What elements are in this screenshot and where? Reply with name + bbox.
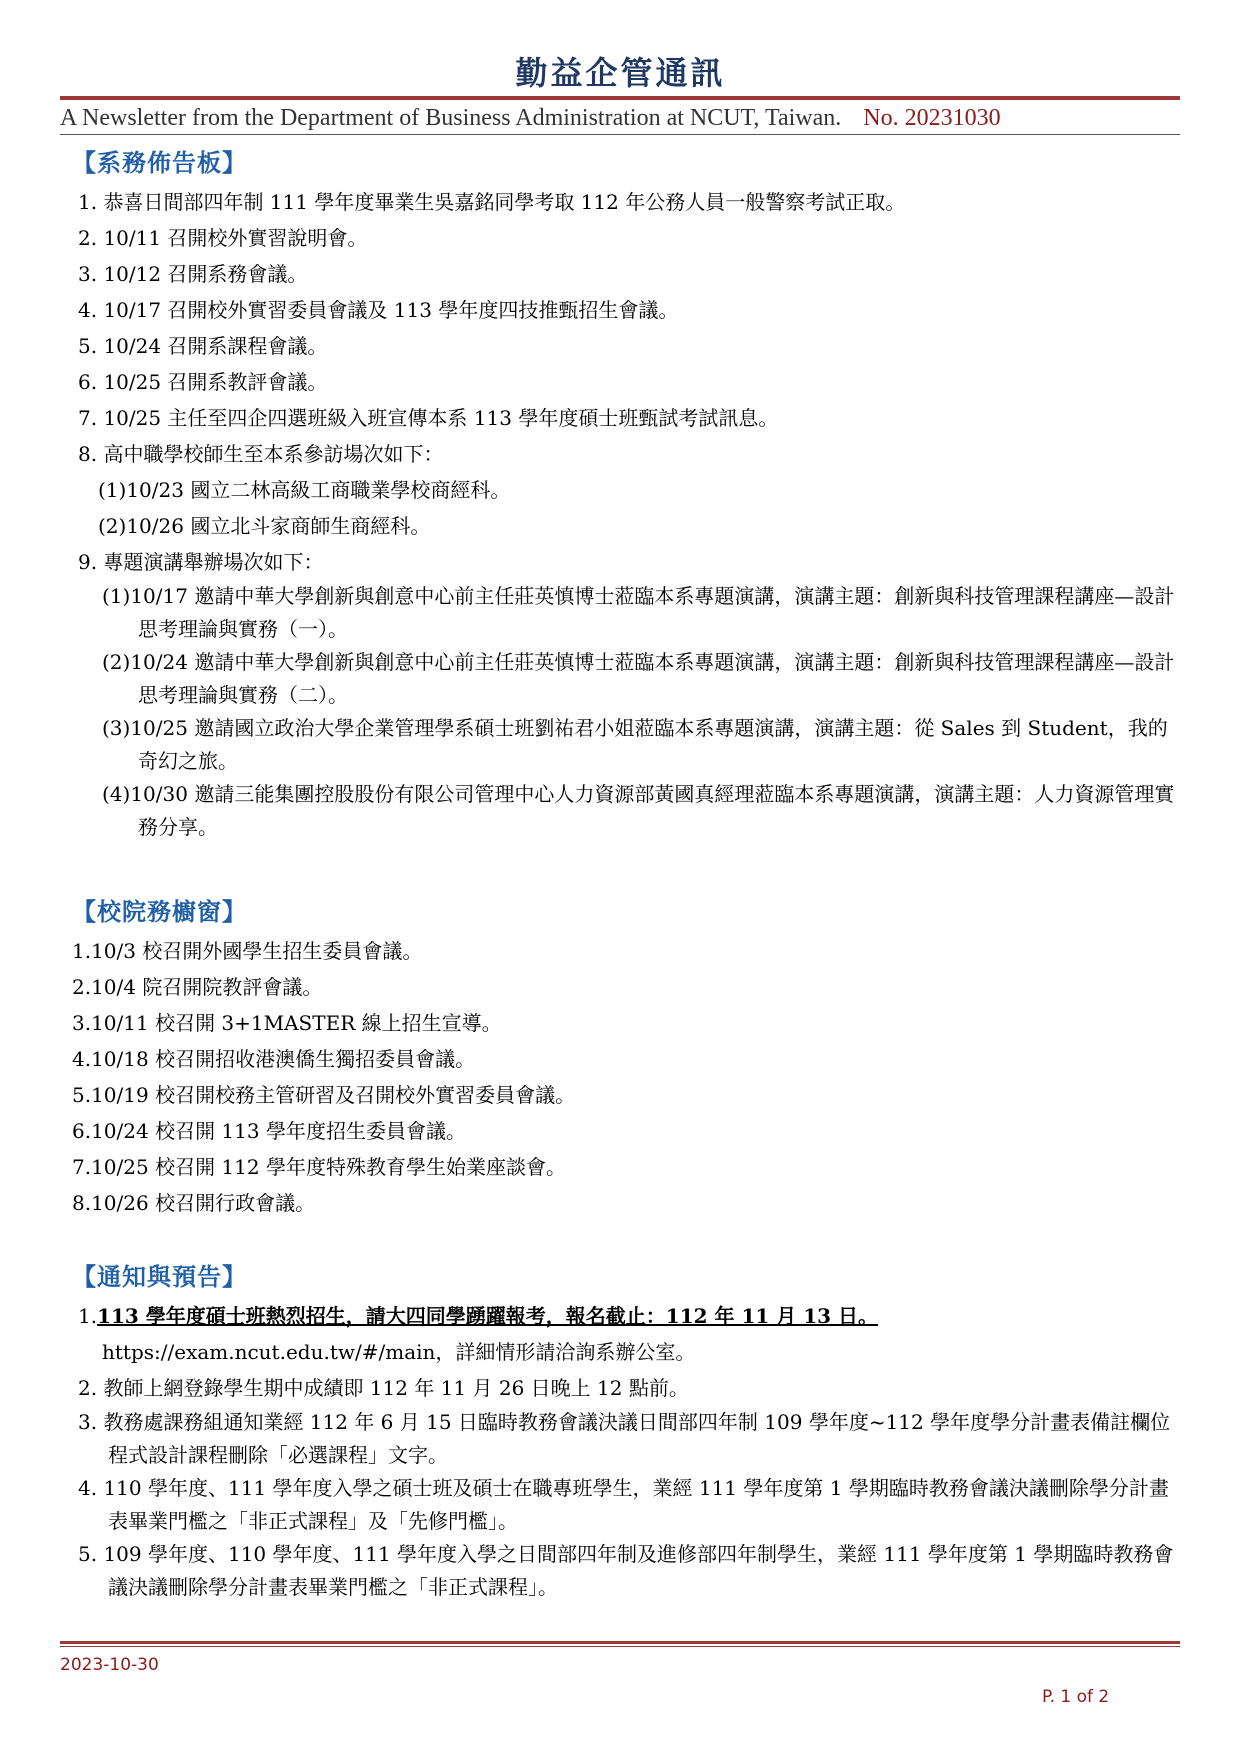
list-item: 2. 10/11 召開校外實習說明會。 xyxy=(78,226,368,250)
subtitle-rule xyxy=(60,134,1180,135)
list-item: 2.10/4 院召開院教評會議。 xyxy=(72,975,323,999)
list-item: 2. 教師上網登錄學生期中成績即 112 年 11 月 26 日晚上 12 點前。 xyxy=(78,1376,689,1400)
list-subitem: (1)10/17 邀請中華大學創新與創意中心前主任莊英慎博士蒞臨本系專題演講，演講主題：創新與科技管理課程講座—設計思考理論與實務（一）。 xyxy=(102,584,1175,641)
list-item: 3. 教務處課務組通知業經 112 年 6 月 15 日臨時教務會議決議日間部四年制 109 學年度~112 學年度學分計畫表備註欄位程式設計課程刪除「必選課程」文字。 xyxy=(78,1410,1171,1467)
list-subitem: (1)10/23 國立二林高級工商職業學校商經科。 xyxy=(98,478,511,502)
newsletter-title: 勤益企管通訊 xyxy=(515,54,726,92)
subtitle-text: A Newsletter from the Department of Business Administration at NCUT, Taiwan. xyxy=(60,105,842,131)
list-item: 8.10/26 校召開行政會議。 xyxy=(72,1191,316,1215)
page-number: P. 1 of 2 xyxy=(1042,1687,1110,1707)
section-title: 【系務佈告板】 xyxy=(72,148,247,177)
list-subitem: (3)10/25 邀請國立政治大學企業管理學系碩士班劉祐君小姐蒞臨本系專題演講，演講主題：從 Sales 到 Student，我的奇幻之旅。 xyxy=(102,716,1168,773)
list-item: 5. 109 學年度、110 學年度、111 學年度入學之日間部四年制及進修部四年制學生，業經 111 學年度第 1 學期臨時教務會議決議刪除學分計畫表畢業門檻之「非正式課程」。 xyxy=(78,1542,1174,1599)
list-item: 8. 高中職學校師生至本系參訪場次如下： xyxy=(78,442,444,466)
section-campus-news xyxy=(72,892,1182,1221)
issue-number: No. 20231030 xyxy=(863,105,1001,131)
list-subitem: (4)10/30 邀請三能集團控股股份有限公司管理中心人力資源部黃國真經理蒞臨本系專題演講，演講主題：人力資源管理實務分享。 xyxy=(102,782,1175,839)
header-rule xyxy=(60,96,1180,100)
section-title: 【通知與預告】 xyxy=(72,1262,247,1291)
section-notices xyxy=(72,1257,1182,1604)
list-item: 6. 10/25 召開系教評會議。 xyxy=(78,370,328,394)
section-title: 【校院務櫥窗】 xyxy=(72,897,247,926)
list-item: 4. 10/17 召開校外實習委員會議及 113 學年度四技推甄招生會議。 xyxy=(78,298,679,322)
list-item: 6.10/24 校召開 113 學年度招生委員會議。 xyxy=(72,1119,466,1143)
list-item: 5.10/19 校召開校務主管研習及召開校外實習委員會議。 xyxy=(72,1083,576,1107)
list-subitem: (2)10/24 邀請中華大學創新與創意中心前主任莊英慎博士蒞臨本系專題演講，演講主題：創新與科技管理課程講座—設計思考理論與實務（二）。 xyxy=(102,650,1175,707)
footer-rule xyxy=(60,1641,1180,1644)
list-item: 4.10/18 校召開招收港澳僑生獨招委員會議。 xyxy=(72,1047,476,1071)
list-item xyxy=(72,1298,1182,1334)
item-number: 1. xyxy=(78,1304,98,1328)
footer-date: 2023-10-30 xyxy=(60,1655,159,1675)
list-item: 1.10/3 校召開外國學生招生委員會議。 xyxy=(72,939,423,963)
section-department-bulletin xyxy=(72,143,1182,844)
list-item: 5. 10/24 召開系課程會議。 xyxy=(78,334,328,358)
list-item: 7. 10/25 主任至四企四選班級入班宣傳本系 113 學年度碩士班甄試考試訊息。 xyxy=(78,406,779,430)
list-item: 9. 專題演講舉辦場次如下： xyxy=(78,550,324,574)
list-subitem: (2)10/26 國立北斗家商師生商經科。 xyxy=(98,514,431,538)
list-item: 3. 10/12 召開系務會議。 xyxy=(78,262,308,286)
list-item: 3.10/11 校召開 3+1MASTER 線上招生宣導。 xyxy=(72,1011,502,1035)
admission-notice: 113 學年度碩士班熱烈招生，請大四同學踴躍報考，報名截止：112 年 11 月 13 日。 xyxy=(97,1304,879,1328)
list-item: 4. 110 學年度、111 學年度入學之碩士班及碩士在職專班學生，業經 111 學年度第 1 學期臨時教務會議決議刪除學分計畫表畢業門檻之「非正式課程」及「先修門檻」。 xyxy=(78,1476,1169,1533)
list-item: 1. 恭喜日間部四年制 111 學年度畢業生吳嘉銘同學考取 112 年公務人員一般警察考試正取。 xyxy=(78,190,906,214)
newsletter-subtitle xyxy=(60,105,1001,132)
list-item: 7.10/25 校召開 112 學年度特殊教育學生始業座談會。 xyxy=(72,1155,566,1179)
footer-rule-thin xyxy=(60,1646,1180,1647)
admission-link-line: https://exam.ncut.edu.tw/#/main，詳細情形請洽詢系辦公室。 xyxy=(102,1340,696,1364)
